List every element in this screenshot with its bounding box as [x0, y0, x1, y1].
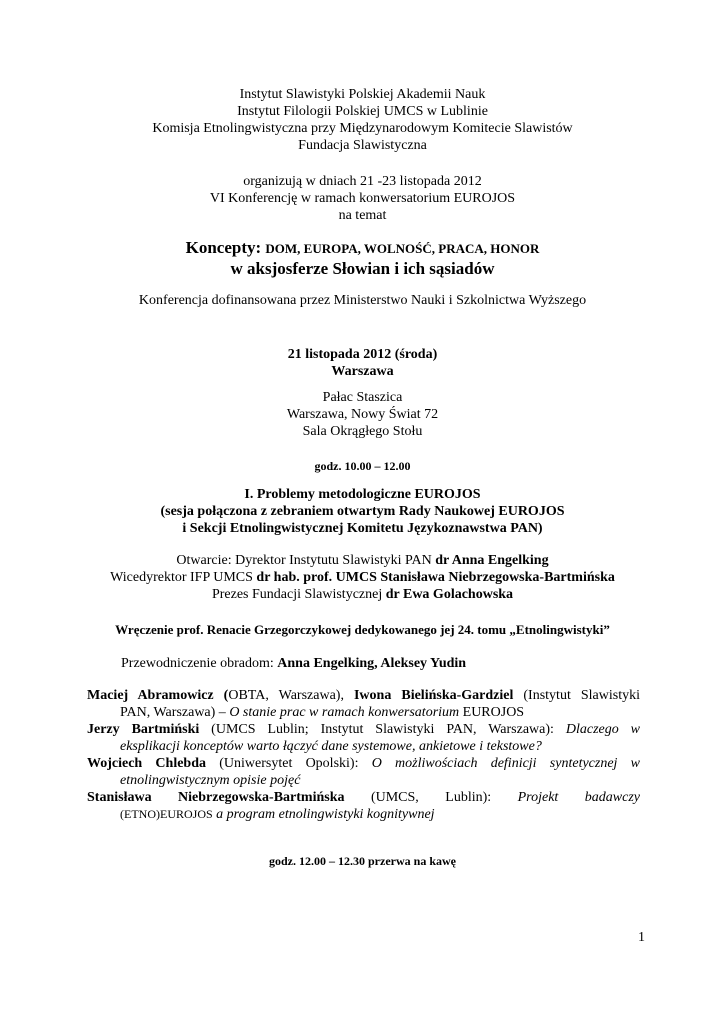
talk-item: [87, 687, 640, 721]
chair-label: Przewodniczenie obradom:: [121, 656, 278, 671]
talk-title-continuation: etnolingwistycznym opisie pojęć: [120, 773, 301, 788]
day-heading: [0, 346, 725, 380]
talks-list: [87, 687, 640, 823]
opening-role: Otwarcie: Dyrektor Instytutu Slawistyki PAN: [176, 553, 436, 568]
organizer-line: Instytut Slawistyki Polskiej Akademii Nauk: [239, 87, 486, 102]
venue-line: Sala Okrągłego Stołu: [302, 424, 423, 439]
opening-line: [0, 569, 725, 586]
talk-affiliation: PAN, Warszawa) –: [120, 705, 230, 720]
talk-title: O stanie prac w ramach konwersatorium: [229, 705, 460, 720]
title-line-2: w aksjosferze Słowian i ich sąsiadów: [230, 259, 495, 278]
venue-line: Warszawa, Nowy Świat 72: [286, 407, 439, 422]
title-line-1: [0, 238, 725, 259]
talk-affiliation: (UMCS Lublin; Instytut Slawistyki PAN, Warszawa):: [199, 722, 566, 737]
day-city: Warszawa: [331, 364, 394, 379]
chair-line: [121, 655, 681, 672]
talk-speaker: Iwona Bielińska-Gardziel: [353, 688, 514, 703]
organizers-header: [0, 86, 725, 154]
organize-statement: [0, 173, 725, 224]
talk-item: [87, 721, 640, 755]
opening-block: [0, 552, 725, 603]
talk-first-line: [87, 721, 640, 738]
talk-title-continuation: [87, 806, 640, 823]
page-number: 1: [638, 930, 645, 945]
talk-title: Projekt badawczy: [517, 790, 640, 805]
talk-project-name: (ETNO)EUROJOS: [120, 807, 213, 821]
session-line: I. Problemy metodologiczne EUROJOS: [244, 487, 481, 502]
talk-speaker: Wojciech Chlebda: [87, 756, 207, 771]
talk-first-line: [87, 687, 640, 704]
talk-title-tail: EUROJOS: [459, 705, 525, 720]
talk-title: Dlaczego w: [565, 722, 640, 737]
organizer-line: Instytut Filologii Polskiej UMCS w Lublinie: [237, 104, 488, 119]
opening-line: [0, 586, 725, 603]
organize-line: VI Konferencję w ramach konwersatorium EUROJOS: [209, 191, 516, 206]
session-line: i Sekcji Etnolingwistycznej Komitetu Językoznawstwa PAN): [182, 521, 543, 536]
chair-names: Anna Engelking, Aleksey Yudin: [277, 656, 467, 671]
talk-speaker: Maciej Abramowicz (: [87, 688, 229, 703]
talk-affiliation: (Uniwersytet Opolski):: [206, 756, 372, 771]
talk-item: [87, 789, 640, 823]
talk-title: O możliwościach definicji syntetycznej w: [371, 756, 641, 771]
session-heading: [0, 486, 725, 537]
opening-person: dr hab. prof. UMCS Stanisława Niebrzegowska-Bartmińska: [256, 570, 615, 585]
talk-speaker: Jerzy Bartmiński: [87, 722, 200, 737]
talk-title-continuation: eksplikacji konceptów warto łączyć dane systemowe, ankietowe i tekstowe?: [120, 739, 542, 754]
opening-person: dr Anna Engelking: [435, 553, 549, 568]
session-line: (sesja połączona z zebraniem otwartym Rady Naukowej EUROJOS: [160, 504, 565, 519]
day-date: 21 listopada 2012 (środa): [287, 347, 438, 362]
conference-title: [0, 238, 725, 279]
talk-affiliation: (UMCS, Lublin):: [344, 790, 518, 805]
talk-first-line: [87, 789, 640, 806]
organizer-line: Fundacja Slawistyczna: [298, 138, 427, 153]
title-concepts: DOM, EUROPA, WOLNOŚĆ, PRACA, HONOR: [265, 241, 540, 256]
organize-line: na temat: [338, 208, 387, 223]
session-time: godz. 10.00 – 12.00: [314, 459, 411, 473]
talk-affiliation: OBTA, Warszawa),: [228, 688, 354, 703]
talk-speaker: Stanisława Niebrzegowska-Bartmińska: [87, 790, 345, 805]
venue-block: [0, 389, 725, 440]
award-ceremony: Wręczenie prof. Renacie Grzegorczykowej dedykowanego jej 24. tomu „Etnolingwistyki”: [115, 622, 610, 637]
talk-first-line: [87, 755, 640, 772]
opening-role: Wicedyrektor IFP UMCS: [110, 570, 257, 585]
talk-title: a program etnolingwistyki kognitywnej: [212, 807, 435, 822]
funding-note: Konferencja dofinansowana przez Ministerstwo Nauki i Szkolnictwa Wyższego: [138, 293, 587, 308]
coffee-break: godz. 12.00 – 12.30 przerwa na kawę: [269, 854, 456, 868]
talk-continuation: [87, 704, 640, 721]
venue-line: Pałac Staszica: [322, 390, 403, 405]
organizer-line: Komisja Etnolingwistyczna przy Międzynarodowym Komitecie Slawistów: [152, 121, 573, 136]
talk-item: [87, 755, 640, 789]
talk-affiliation: (Instytut Slawistyki: [513, 688, 640, 703]
opening-person: dr Ewa Golachowska: [385, 587, 514, 602]
opening-line: [0, 552, 725, 569]
title-prefix: Koncepty:: [185, 238, 262, 257]
opening-role: Prezes Fundacji Slawistycznej: [211, 587, 386, 602]
organize-line: organizują w dniach 21 -23 listopada 2012: [243, 174, 482, 189]
